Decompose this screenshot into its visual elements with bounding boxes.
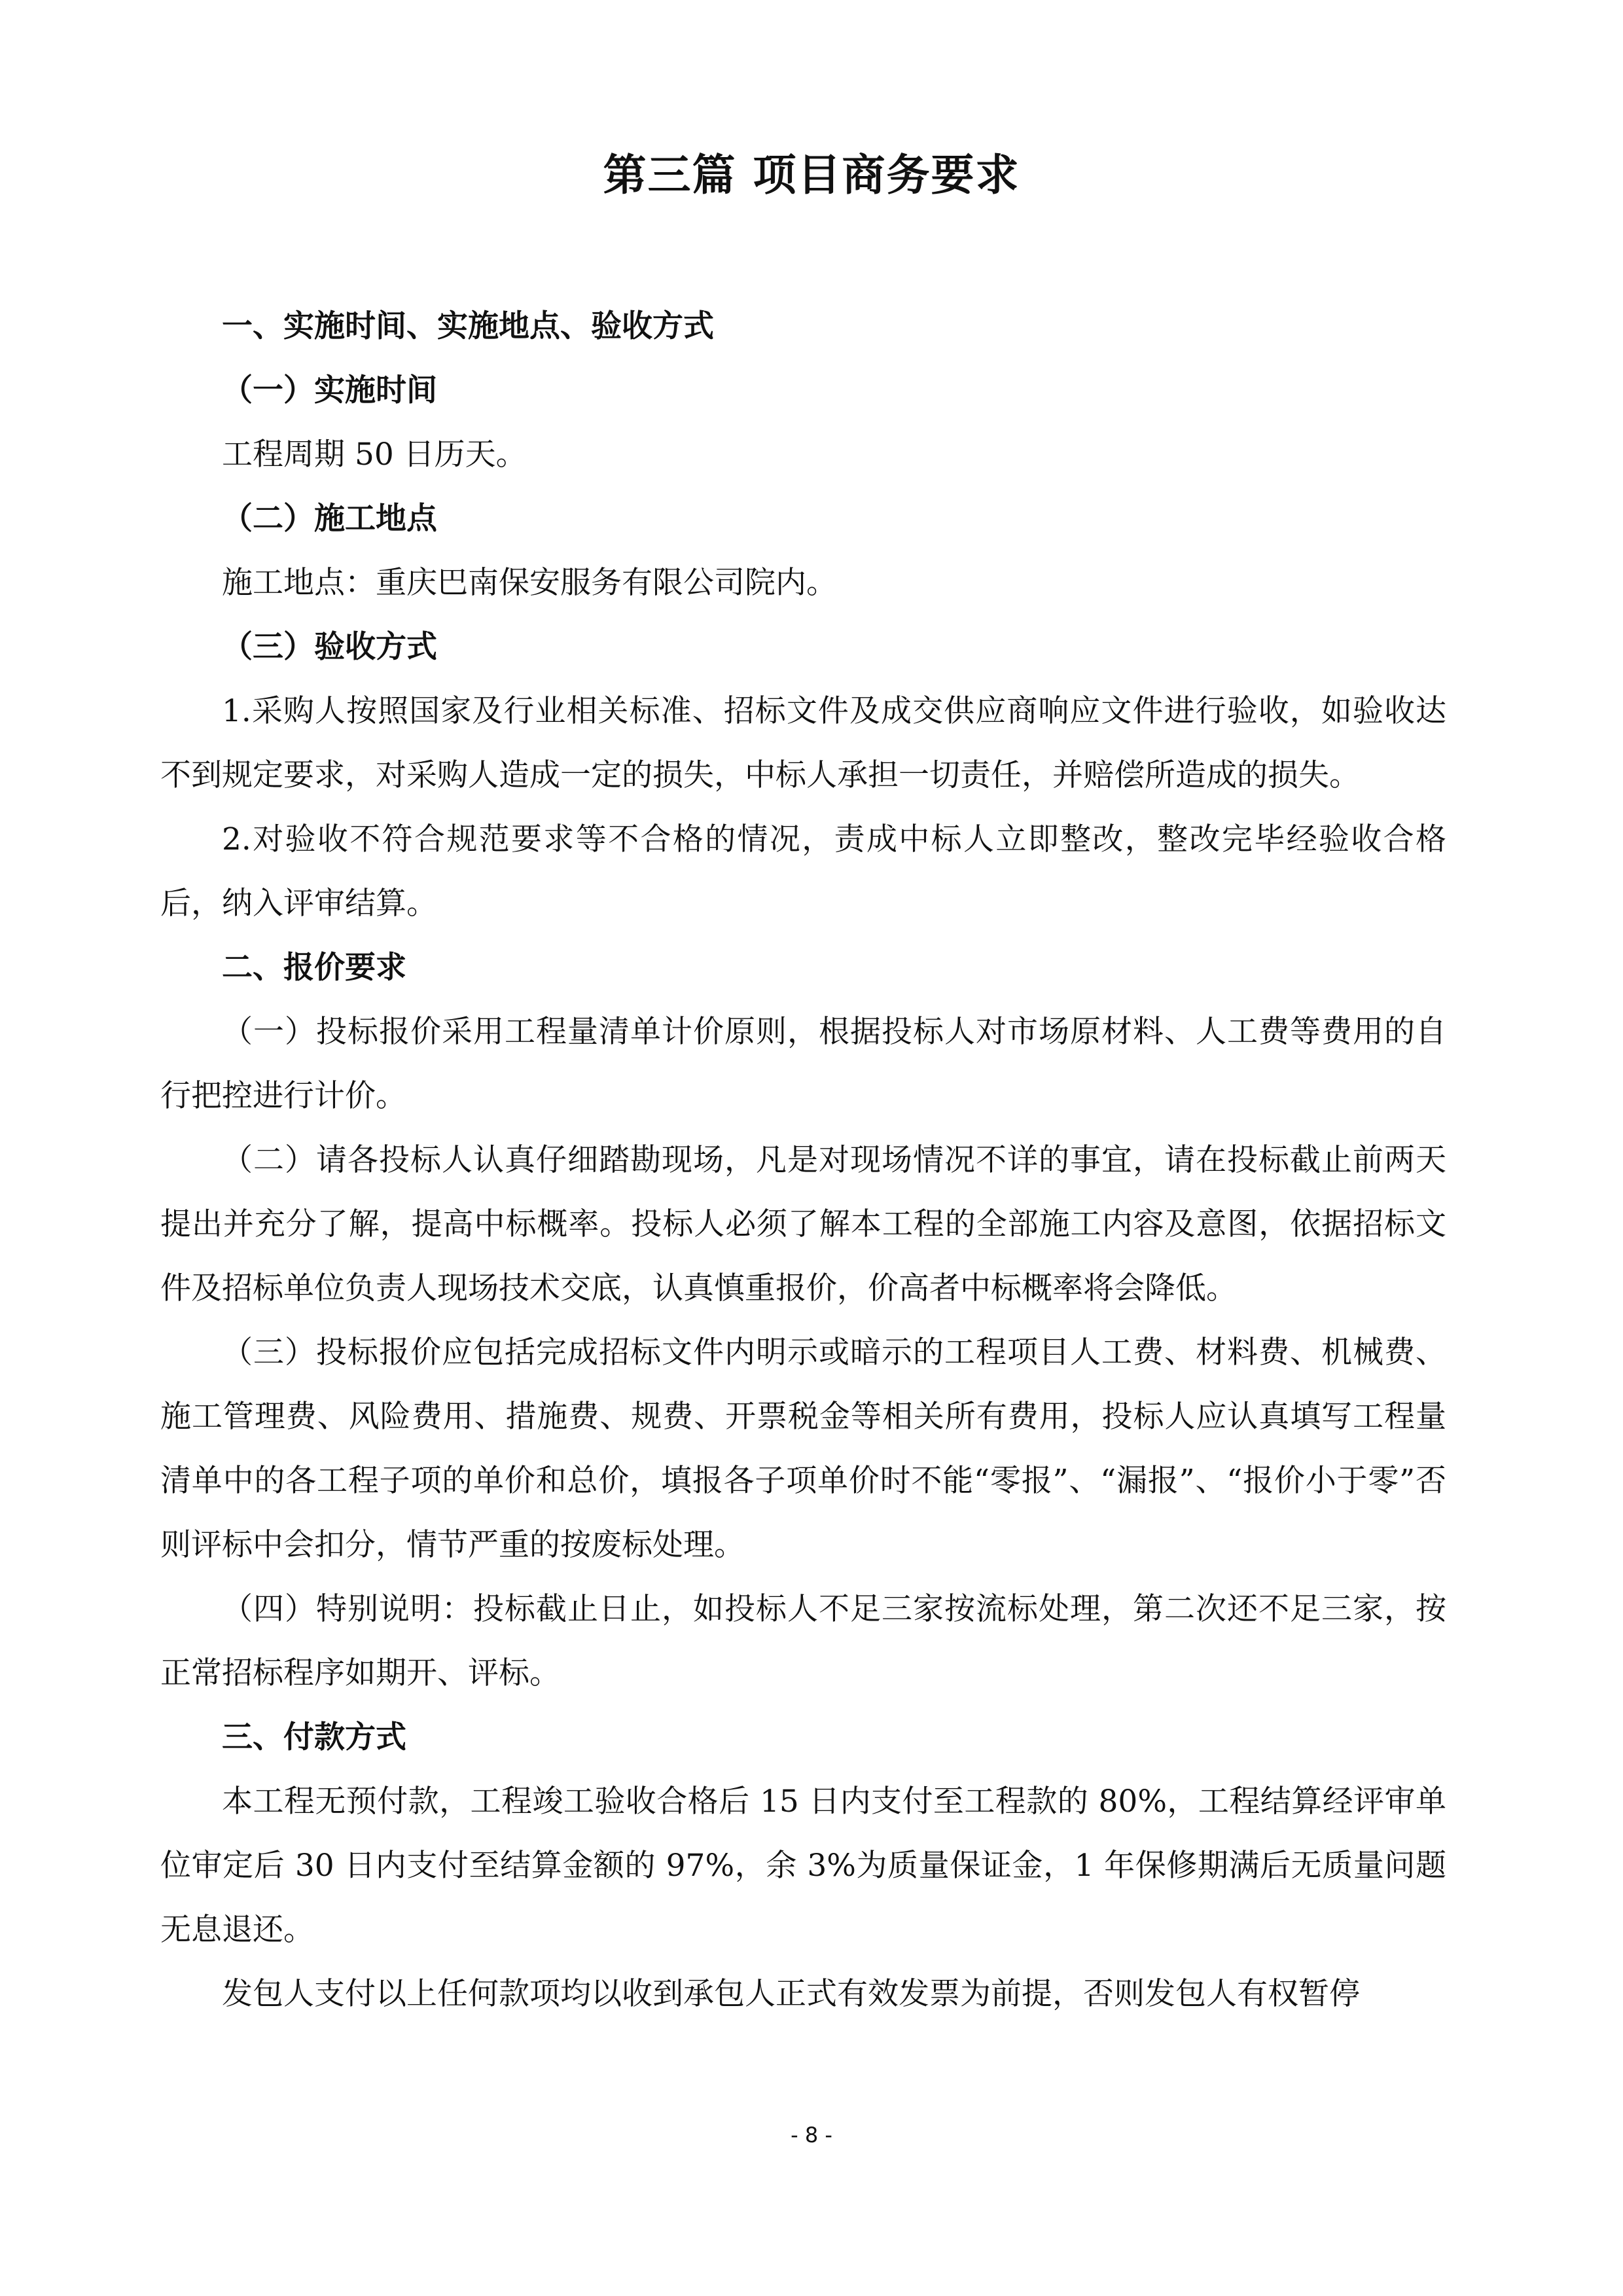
- document-title: 第三篇 项目商务要求: [603, 150, 1020, 200]
- paragraph-duration: 工程周期 50 日历天。: [222, 437, 527, 473]
- paragraph-payment-2: 发包人支付以上任何款项均以收到承包人正式有效发票为前提，否则发包人有权暂停: [222, 1976, 1360, 2012]
- paragraph-payment-1: 本工程无预付款，工程竣工验收合格后 15 日内支付至工程款的 80%，工程结算经评审单位审定后 30 日内支付至结算金额的 97%，余 3%为质量保证金，1 年保修期满后无质量问题无息退还。: [160, 1784, 1446, 1948]
- subsection-heading-location: （二）施工地点: [222, 501, 437, 537]
- paragraph-quotation-1: （一）投标报价采用工程量清单计价原则，根据投标人对市场原材料、人工费等费用的自行把控进行计价。: [160, 1014, 1446, 1114]
- paragraph-quotation-3: （三）投标报价应包括完成招标文件内明示或暗示的工程项目人工费、材料费、机械费、施工管理费、风险费用、措施费、规费、开票税金等相关所有费用，投标人应认真填写工程量清单中的各工程子项的单价和总价，填报各子项单价时不能“零报”、“漏报”、“报价小于零”否则评标中会扣分，情节严重的按废标处理。: [160, 1335, 1446, 1563]
- paragraph-location: 施工地点：重庆巴南保安服务有限公司院内。: [222, 565, 837, 601]
- section-heading-quotation: 二、报价要求: [222, 950, 406, 986]
- paragraph-quotation-4: （四）特别说明：投标截止日止，如投标人不足三家按流标处理，第二次还不足三家，按正常招标程序如期开、评标。: [160, 1591, 1446, 1691]
- paragraph-acceptance-2: 2.对验收不符合规范要求等不合格的情况，责成中标人立即整改，整改完毕经验收合格后，纳入评审结算。: [160, 821, 1446, 922]
- subsection-heading-acceptance: （三）验收方式: [222, 629, 437, 665]
- section-heading-payment: 三、付款方式: [222, 1719, 406, 1755]
- section-heading-implementation: 一、实施时间、实施地点、验收方式: [222, 308, 714, 344]
- page-number: - 8 -: [791, 2123, 832, 2147]
- paragraph-acceptance-1: 1.采购人按照国家及行业相关标准、招标文件及成交供应商响应文件进行验收，如验收达不到规定要求，对采购人造成一定的损失，中标人承担一切责任，并赔偿所造成的损失。: [160, 693, 1446, 793]
- subsection-heading-time: （一）实施时间: [222, 372, 437, 408]
- document-body: [160, 295, 1446, 2026]
- paragraph-quotation-2: （二）请各投标人认真仔细踏勘现场，凡是对现场情况不详的事宜，请在投标截止前两天提出并充分了解，提高中标概率。投标人必须了解本工程的全部施工内容及意图，依据招标文件及招标单位负责人现场技术交底，认真慎重报价，价高者中标概率将会降低。: [160, 1142, 1446, 1306]
